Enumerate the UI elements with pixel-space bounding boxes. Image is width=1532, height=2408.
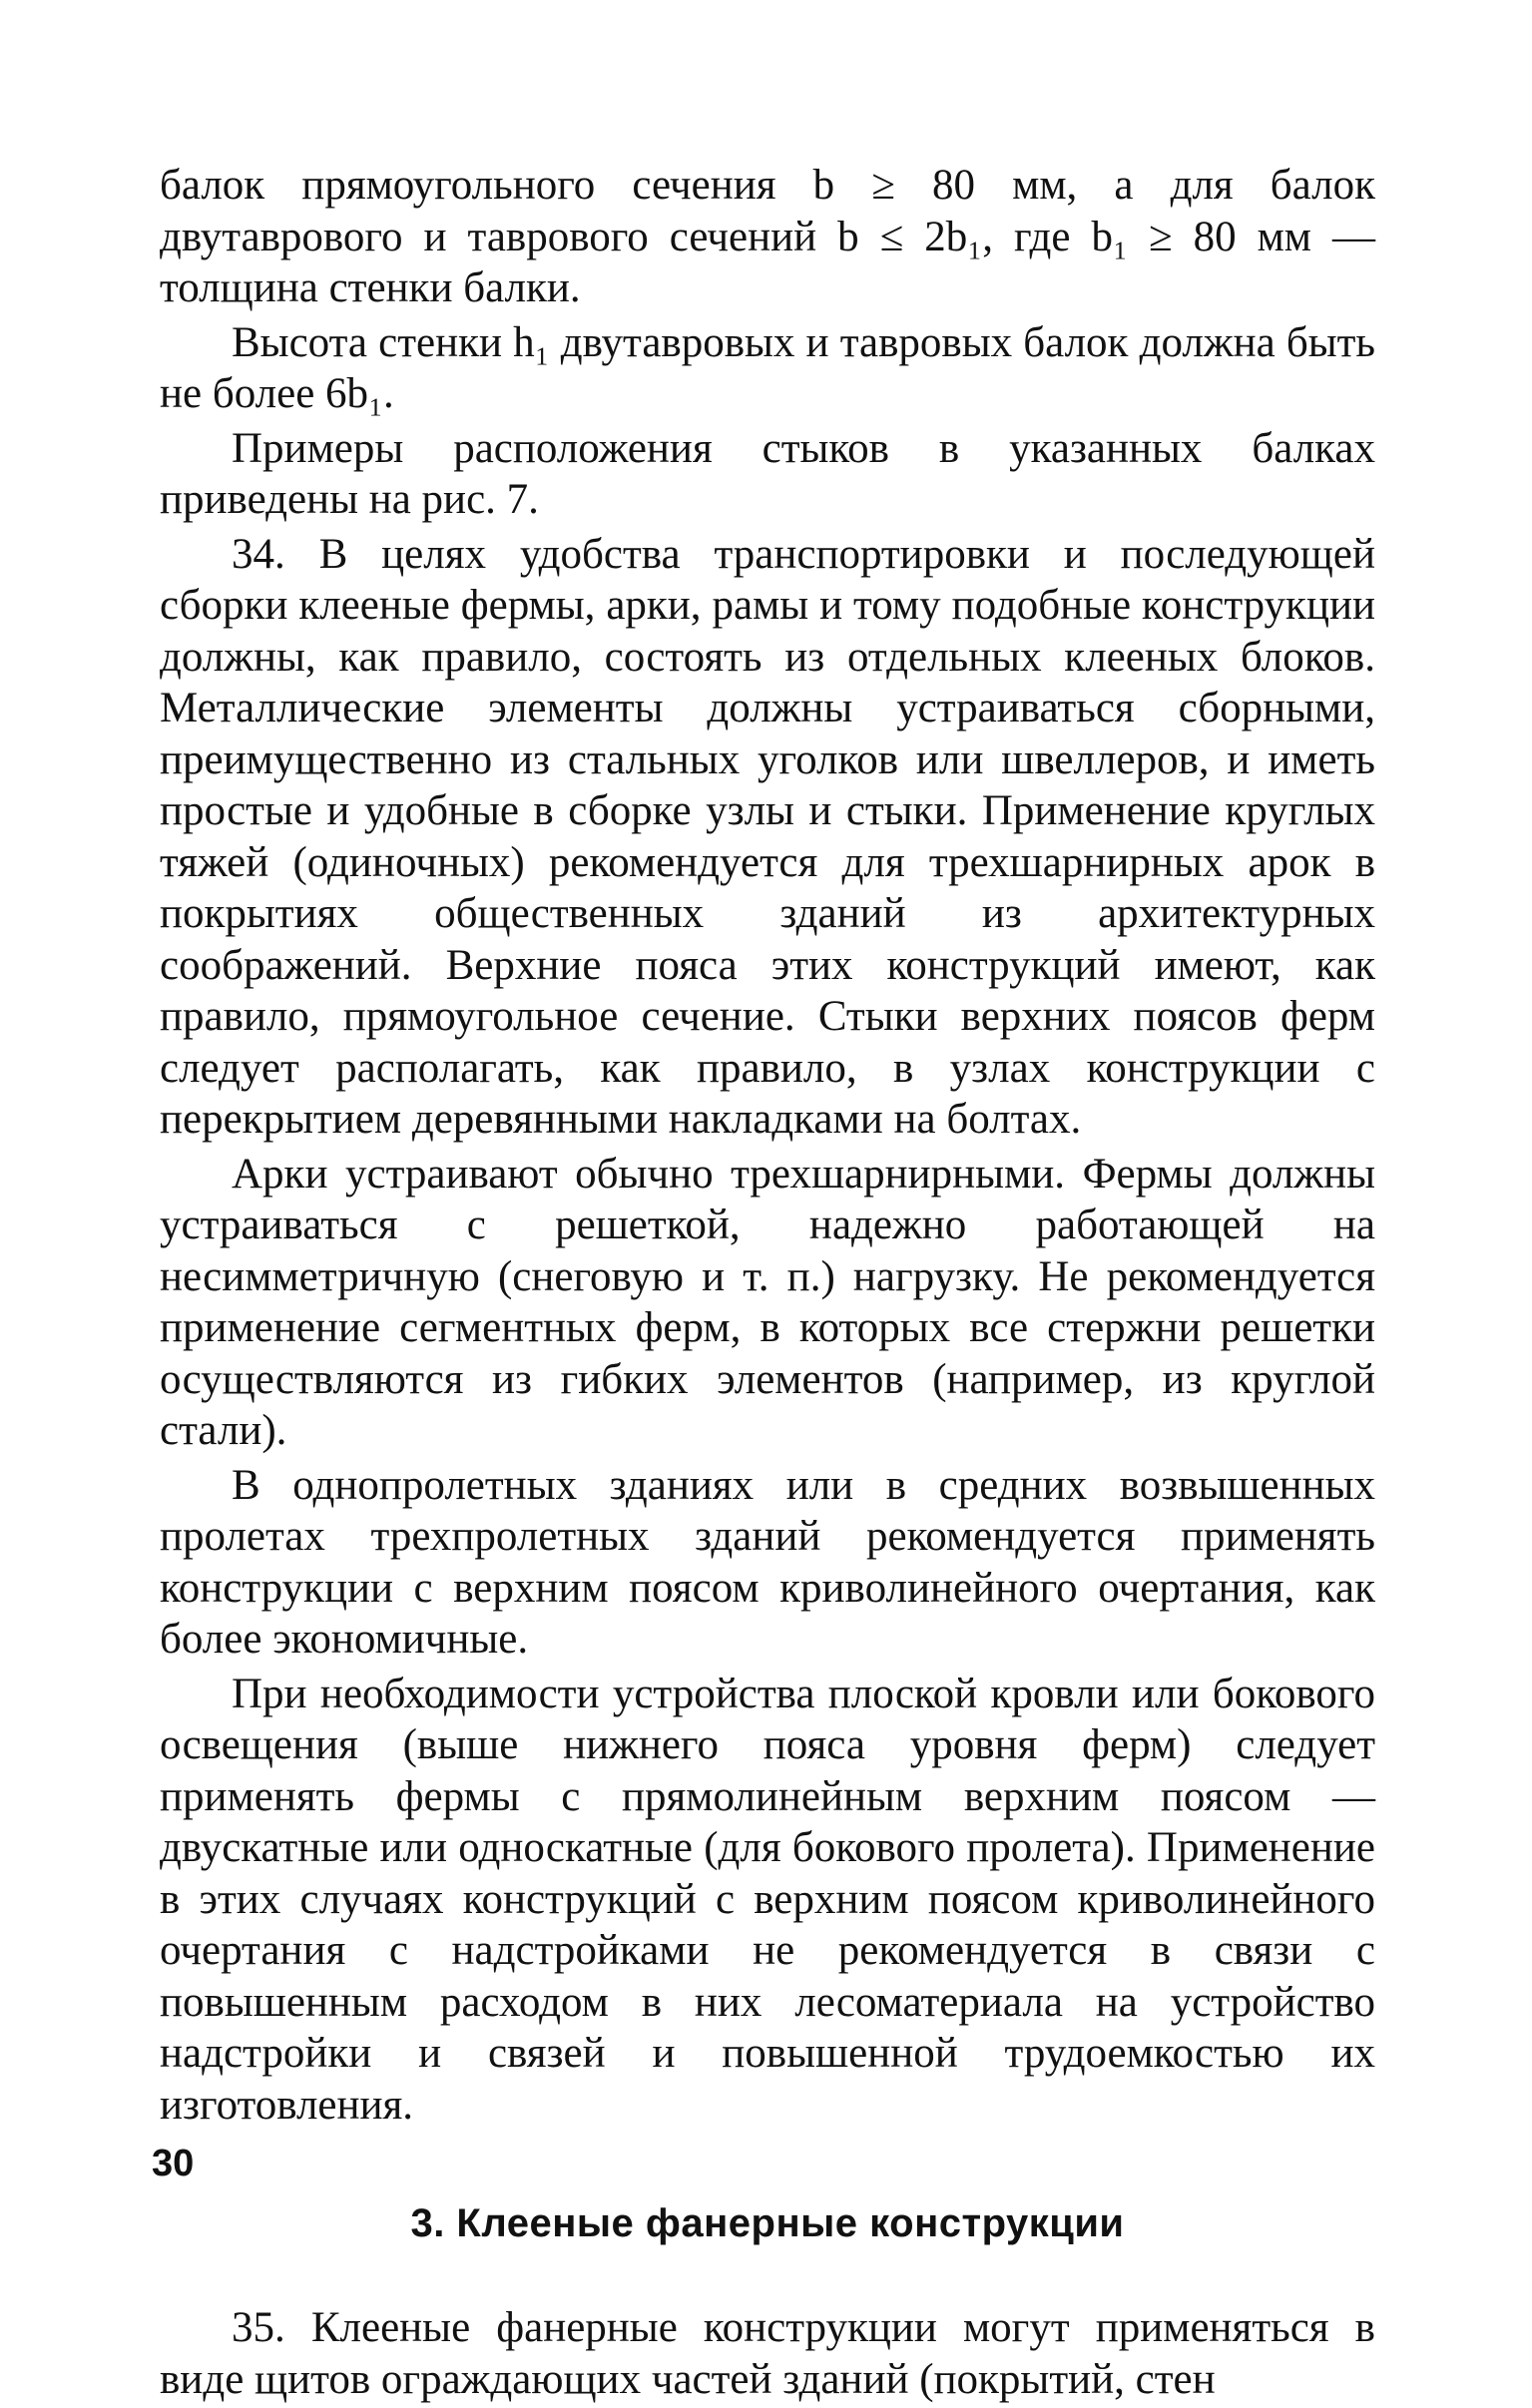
paragraph-flat-roof: При необходимости устройства плоской кровли или бокового освещения (выше нижнего пояса уровня ферм) следует применять фермы с прямолинейным верхним поясом — двускатные или односкатные (для бокового пролета). Применение в этих случаях конструкций с верхним поясом криволинейного очертания с надстройками не рекомендуется в связи с повышенным расходом в них лесоматериала на устройство надстройки и связей и повышенной трудоемкостью их изготовления. <box>160 1670 1375 2129</box>
paragraph-joint-examples: Примеры расположения стыков в указанных балках приведены на рис. 7. <box>160 424 1375 523</box>
page-number: 30 <box>152 2143 195 2184</box>
paragraph-web-height: Высота стенки h₁ двутавровых и тавровых балок должна быть не более 6b₁. <box>160 318 1375 417</box>
paragraph-arches-trusses: Арки устраивают обычно трехшарнирными. Фермы должны устраиваться с решеткой, надежно работающей на несимметричную (снеговую и т. п.) нагрузку. Не рекомендуется применение сегментных ферм, в которых все стержни решетки осуществляются из гибких элементов (например, из круглой стали). <box>160 1150 1375 1454</box>
paragraph-single-span-buildings: В однопролетных зданиях или в средних возвышенных пролетах трехпролетных зданий рекомендуется применять конструкции с верхним поясом криволинейного очертания, как более экономичные. <box>160 1461 1375 1663</box>
page-body <box>160 160 1375 2408</box>
paragraph-34-transport: 34. В целях удобства транспортировки и последующей сборки клееные фермы, арки, рамы и тому подобные конструкции должны, как правило, состоять из отдельных клееных блоков. Металлические элементы должны устраиваться сборными, преимущественно из стальных уголков или швеллеров, и иметь простые и удобные в сборке узлы и стыки. Применение круглых тяжей (одиночных) рекомендуется для трехшарнирных арок в покрытиях общественных зданий из архитектурных соображений. Верхние пояса этих конструкций имеют, как правило, прямоугольное сечение. Стыки верхних поясов ферм следует располагать, как правило, в узлах конструкции с перекрытием деревянными накладками на болтах. <box>160 530 1375 1143</box>
paragraph-beam-sections: балок прямоугольного сечения b ≥ 80 мм, а для балок двутаврового и таврового сечений b ≤ 2b₁, где b₁ ≥ 80 мм — толщина стенки балки. <box>160 162 1375 311</box>
section-heading: 3. Клееные фанерные конструкции <box>410 2201 1125 2245</box>
paragraph-35-plywood: 35. Клееные фанерные конструкции могут применяться в виде щитов ограждающих частей зданий (покрытий, стен <box>160 2304 1375 2403</box>
